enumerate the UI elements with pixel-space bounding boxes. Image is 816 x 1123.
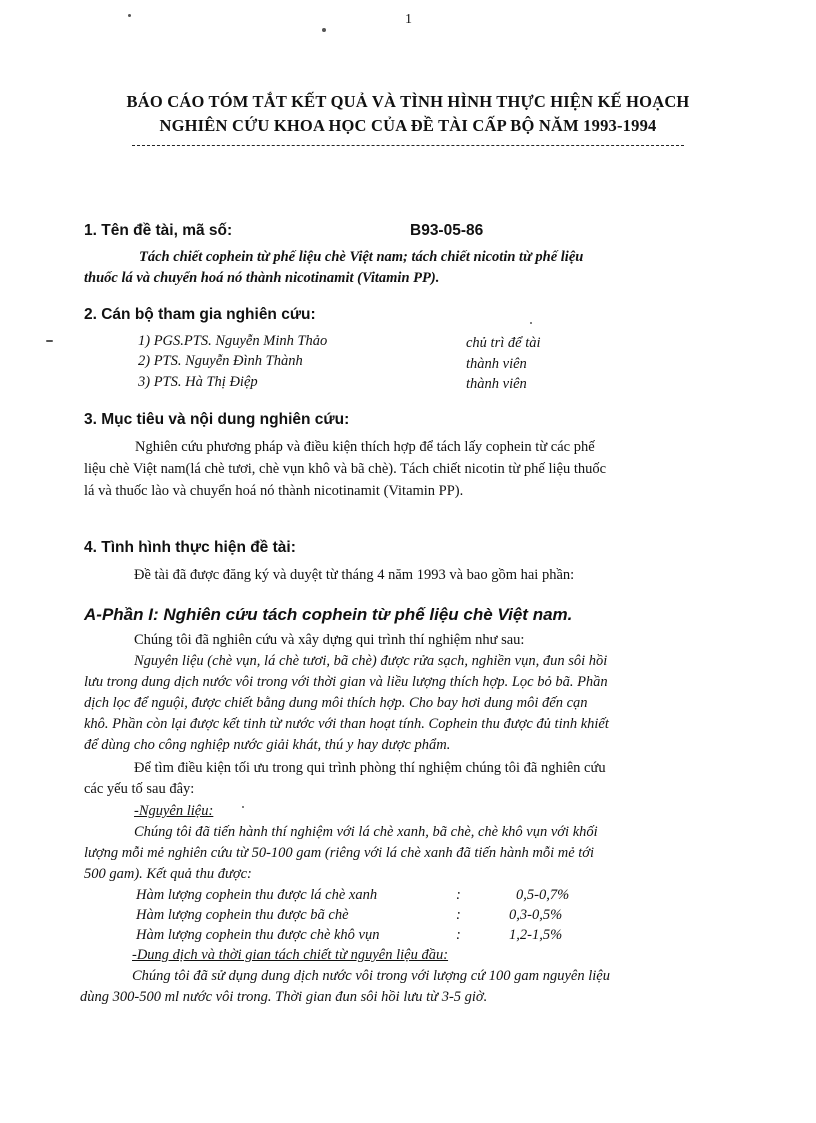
report-title-line-2: NGHIÊN CỨU KHOA HỌC CỦA ĐỀ TÀI CẤP BỘ NĂM 1993-1994 [159, 116, 657, 135]
page-number: 1 [405, 12, 412, 27]
member-role: thành viên [466, 356, 527, 372]
member-name: 2) PTS. Nguyễn Đình Thành [138, 353, 303, 369]
section-1-heading: 1. Tên đề tài, mã số: [84, 222, 233, 239]
member-name: 1) PGS.PTS. Nguyễn Minh Thảo [138, 333, 328, 349]
solution-line: Chúng tôi đã sử dụng dung dịch nước vôi trong với lượng cứ 100 gam nguyên liệu [132, 968, 610, 984]
scan-speck [322, 28, 326, 32]
subheading-solution-time: -Dung dịch và thời gian tách chiết từ nguyên liệu đầu: [132, 947, 449, 963]
member-role: chủ trì để tài [466, 335, 541, 351]
procedure-line: khô. Phần còn lại được kết tinh từ nước với than hoạt tính. Cophein thu được đủ tinh khiết [84, 716, 609, 732]
scan-speck [46, 340, 53, 342]
solution-line: dùng 300-500 ml nước vôi trong. Thời gian đun sôi hồi lưu từ 3-5 giờ. [80, 989, 488, 1005]
procedure-line: Nguyên liệu (chè vụn, lá chè tươi, bã chè) được rửa sạch, nghiền vụn, đun sôi hồi [134, 653, 608, 669]
result-separator: : [456, 887, 461, 903]
section-4-intro: Đề tài đã được đăng ký và duyệt từ tháng 4 năm 1993 và bao gồm hai phần: [134, 567, 575, 583]
section-2-heading: 2. Cán bộ tham gia nghiên cứu: [84, 306, 316, 323]
result-separator: : [456, 927, 461, 943]
objective-line: liệu chè Việt nam(lá chè tươi, chè vụn khô và bã chè). Tách chiết nicotin từ phế liệu thuốc [84, 461, 607, 477]
result-value: 0,5-0,7% [516, 887, 570, 903]
project-topic-line-2: thuốc lá và chuyển hoá nó thành nicotinamit (Vitamin PP). [84, 270, 440, 286]
scan-speck [242, 806, 244, 808]
optimization-line: Để tìm điều kiện tối ưu trong qui trình phòng thí nghiệm chúng tôi đã nghiên cứu [134, 760, 606, 776]
report-title-line-1: BÁO CÁO TÓM TẮT KẾT QUẢ VÀ TÌNH HÌNH THỰC HIỆN KẾ HOẠCH [126, 92, 690, 111]
member-name: 3) PTS. Hà Thị Điệp [138, 374, 258, 390]
objective-line: lá và thuốc lào và chuyển hoá nó thành nicotinamit (Vitamin PP). [84, 483, 464, 499]
material-line: Chúng tôi đã tiến hành thí nghiệm với lá chè xanh, bã chè, chè khô vụn với khối [134, 824, 598, 840]
scan-speck [128, 14, 131, 17]
procedure-line: để dùng cho công nghiệp nước giải khát, thú y hay dược phẩm. [84, 737, 451, 753]
material-line: lượng mỗi mẻ nghiên cứu từ 50-100 gam (riêng với lá chè xanh đã tiến hành mỗi mẻ tới [84, 845, 595, 861]
member-role: thành viên [466, 376, 527, 392]
section-4-heading: 4. Tình hình thực hiện đề tài: [84, 539, 296, 556]
subheading-material: -Nguyên liệu: [134, 803, 214, 819]
project-topic-line-1: Tách chiết cophein từ phế liệu chè Việt nam; tách chiết nicotin từ phế liệu [139, 249, 584, 265]
result-value: 1,2-1,5% [509, 927, 563, 943]
part-a-intro: Chúng tôi đã nghiên cứu và xây dựng qui trình thí nghiệm như sau: [134, 632, 525, 648]
part-a-heading: A-Phần I: Nghiên cứu tách cophein từ phế liệu chè Việt nam. [84, 605, 573, 624]
procedure-line: lưu trong dung dịch nước vôi trong với thời gian và liều lượng thích hợp. Lọc bỏ bã. Phần [84, 674, 608, 690]
optimization-line: các yếu tố sau đây: [84, 781, 195, 797]
result-separator: : [456, 907, 461, 923]
procedure-line: dịch lọc để nguội, được chiết bằng dung môi thích hợp. Cho bay hơi dung môi đến cạn [84, 695, 588, 711]
result-label: Hàm lượng cophein thu được lá chè xanh [136, 887, 378, 903]
title-divider [132, 145, 684, 146]
result-label: Hàm lượng cophein thu được bã chè [136, 907, 349, 923]
project-code: B93-05-86 [410, 222, 484, 239]
section-3-heading: 3. Mục tiêu và nội dung nghiên cứu: [84, 411, 350, 428]
material-line: 500 gam). Kết quả thu được: [84, 866, 252, 882]
scan-speck [530, 322, 532, 324]
objective-line: Nghiên cứu phương pháp và điều kiện thích hợp để tách lấy cophein từ các phế [135, 439, 595, 455]
result-label: Hàm lượng cophein thu được chè khô vụn [136, 927, 380, 943]
result-value: 0,3-0,5% [509, 907, 563, 923]
